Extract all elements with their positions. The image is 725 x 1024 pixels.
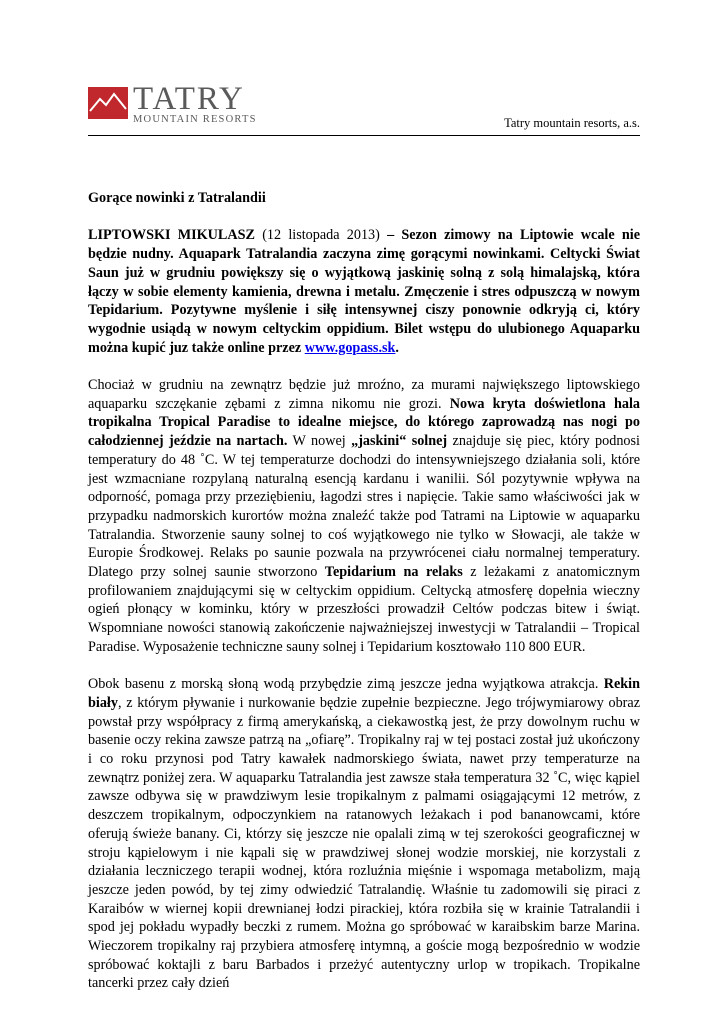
p3-text-2: , z którym pływanie i nurkowanie będzie zupełnie bezpieczne. Jego trójwymiarowy obraz powstał przy współpracy z firmą amerykańską, a ciekawostką jest, że przy dowolnym ruchu w basenie oczy rekina zawsze patrzą na „ofiarę”. Tropikalny raj w tej postaci został już ukończony i co roku przynosi pod Tatry kawałek nadmorskiego świata, nawet przy temperaturze na zewnątrz poniżej zera. W aquaparku Tatralandia jest zawsze stała temperatura 32 ˚C, więc kąpiel zawsze odbywa się w prawdziwym lesie tropikalnym z palmami osiągającymi 12 metrów, z deszczem tropikalnym, odpoczynkiem na ratanowych leżakach i pod bananowcami, które oferują świeże banany. Ci, którzy się jeszcze nie opalali zimą w tej szerokości geograficznej w stroju kąpielowym i nie kąpali się w prawdziwej słonej wodzie morskiej, nie korzystali z działania leczniczego terapii wodnej, która rozluźnia mięśnie i wspomaga metabolizm, mają jeszcze jeden powód, by tej zimy odwiedzić Tatralandię. Właśnie tu zadomowili się piraci z Karaibów w wiernej kopii drewnianej łodzi pirackiej, która rozbiła się w krainie Tatralandii i spod jej pokładu wypadły beczki z rumem. Można go spróbować w karaibskim barze Marina. Wieczorem tropikalny raj przybiera atmosferę intymną, a goście mogą bezpośrednio w wodzie spróbować koktajli z baru Barbados i przeżyć autentyczny urlop w tropikach. Tropikalne tancerki przez cały dzień xyxy=(88,694,640,992)
header-divider xyxy=(88,135,640,136)
p2-bold-3: Tepidarium na relaks xyxy=(324,564,463,581)
p2-bold-1: Nowa kryta doświetlona hala tropikalna Tropical Paradise to idealne miejsce, do którego zaprowadzą nas nogi po całodziennej jeździe na nartach. xyxy=(88,395,640,450)
lead-city: LIPTOWSKI MIKULASZ xyxy=(88,227,255,244)
paragraph-tropical-paradise xyxy=(88,376,640,657)
logo-title: TATRY xyxy=(133,81,245,117)
lead-text: – Sezon zimowy na Liptowie wcale nie będzie nudny. Aquapark Tatralandia zaczyna zimę gorącymi nowinkami. Celtycki Świat Saun już w grudniu powiększy się o wyjątkową jaskinię solną z solą himalajską, która łączy w sobie elementy kamienia, drewna i metalu. Zmęczenie i stres odpuszczą w nowym Tepidarium. Pozytywne myślenie i siłę intensywnej ciszy ponownie odkryją ci, który wygodnie usiądą w nowym celtyckim oppidium. Bilet wstępu do ulubionego Aquaparku można kupić juz także online przez xyxy=(88,227,641,356)
p3-bold-1: Rekin biały xyxy=(88,676,640,711)
mountain-logo-icon xyxy=(88,87,128,119)
logo-subtitle: MOUNTAIN RESORTS xyxy=(133,114,257,125)
p2-bold-2: „jaskini“ solnej xyxy=(351,433,448,450)
tatry-logo xyxy=(88,81,288,125)
p2-text-2: W nowej xyxy=(287,433,352,450)
p2-text-3: znajduje się piec, który podnosi temperatury do 48 ˚C. W tej temperaturze dochodzi do intensywniejszego działania soli, które jest wzmacniane rozpylaną naturalną esencją kardanu i wanilii. Sól pozytywnie wpływa na odporność, pomaga przy przeziębieniu, łagodzi stres i napięcie. Takie samo właściwości jak w przypadku nadmorskich kurortów można znaleźć także pod Tatrami na Liptowie w aquaparku Tatralandia. Stworzenie sauny solnej to coś wyjątkowego nie tylko w Słowacji, ale także w Europie Środkowej. Relaks po saunie pozwala na przywrócenei ciału normalnej temperatury. Dlatego przy solnej saunie stworzono xyxy=(88,433,640,581)
p2-text-1: Chociaż w grudniu na zewnątrz będzie już mroźno, za murami największego liptowskiego aquaparku szczękanie zębami z zimna nikomu nie grozi. xyxy=(88,377,640,412)
gopass-link[interactable]: www.gopass.sk xyxy=(304,339,396,356)
paragraph-shark xyxy=(88,675,640,993)
lead-paragraph xyxy=(88,226,640,357)
article-title: Gorące nowinki z Tatralandii xyxy=(88,190,266,206)
lead-end: . xyxy=(395,339,399,356)
article-body xyxy=(88,189,640,993)
p2-text-4: z leżakami z anatomicznym profilowaniem znajdującymi się w celtyckim oppidium. Celtycką atmosferę dopełnia wieczny ogień płonący w kominku, który w przeszłości prowadził Celtów podczas bitew i świąt. Wspomniane nowości stanowią zakończenie najważniejszej inwestycji w Tatralandii – Tropical Paradise. Wyposażenie techniczne sauny solnej i Tepidarium kosztowało 110 800 EUR. xyxy=(88,564,640,655)
lead-date: (12 listopada 2013) xyxy=(255,227,388,244)
page-header xyxy=(88,81,640,135)
p3-text-1: Obok basenu z morską słoną wodą przybędzie zimą jeszcze jedna wyjątkowa atrakcja. xyxy=(88,676,604,693)
company-name: Tatry mountain resorts, a.s. xyxy=(504,116,640,130)
